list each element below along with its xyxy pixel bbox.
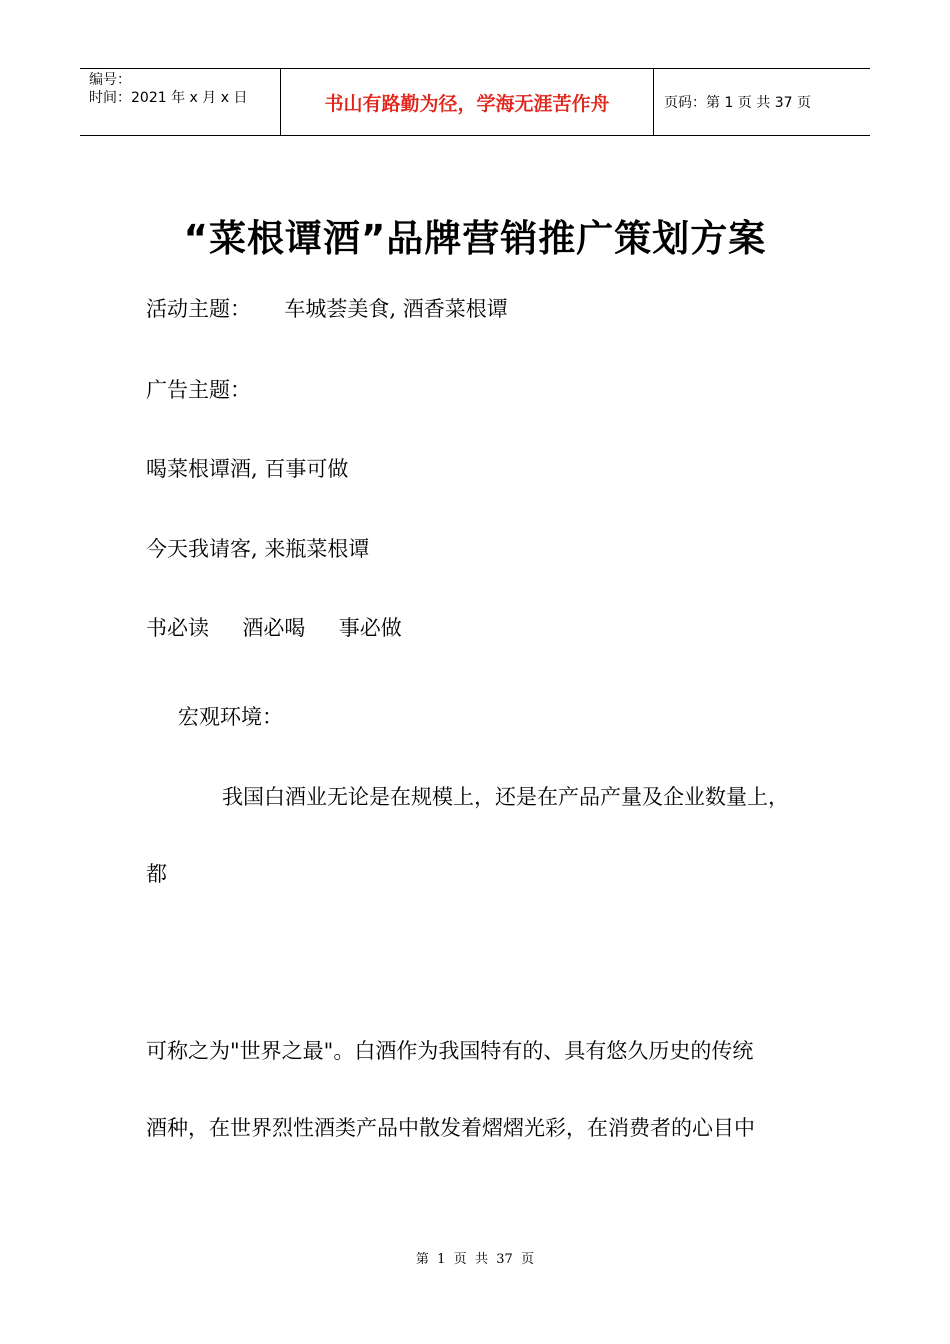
paragraph-line: 可称之为"世界之最"。白酒作为我国特有的、具有悠久历史的传统 <box>146 1039 754 1063</box>
paragraph-line: 酒种，在世界烈性酒类产品中散发着熠熠光彩，在消费者的心目中 <box>146 1116 755 1140</box>
header-number-label: 编号： <box>89 72 131 88</box>
document-title: “菜根谭酒”品牌营销推广策划方案 <box>183 217 767 260</box>
paragraph-line: 我国白酒业无论是在规模上，还是在产品产量及企业数量上， <box>222 785 789 809</box>
section-heading-macro: 宏观环境： <box>178 705 283 729</box>
header-page-info: 页码：第 1 页 共 37 页 <box>664 95 811 111</box>
paragraph-line: 都 <box>146 862 167 886</box>
slogan-line: 喝菜根谭酒, 百事可做 <box>146 457 349 481</box>
header-time-label: 时间：2021 年 x 月 x 日 <box>89 90 248 106</box>
page-header <box>80 68 870 136</box>
slogan-line: 书必读 酒必喝 事必做 <box>146 616 402 640</box>
header-motto: 书山有路勤为径，学海无涯苦作舟 <box>324 92 610 115</box>
header-meta-cell <box>80 69 281 135</box>
page-footer: 第 1 页 共 37 页 <box>415 1252 535 1267</box>
header-page-cell <box>654 69 870 135</box>
ad-theme-label: 广告主题： <box>146 378 251 402</box>
slogan-line: 今天我请客, 来瓶菜根谭 <box>146 537 370 561</box>
activity-theme: 活动主题： 车城荟美食, 酒香菜根谭 <box>146 297 508 321</box>
header-motto-cell <box>281 69 654 135</box>
